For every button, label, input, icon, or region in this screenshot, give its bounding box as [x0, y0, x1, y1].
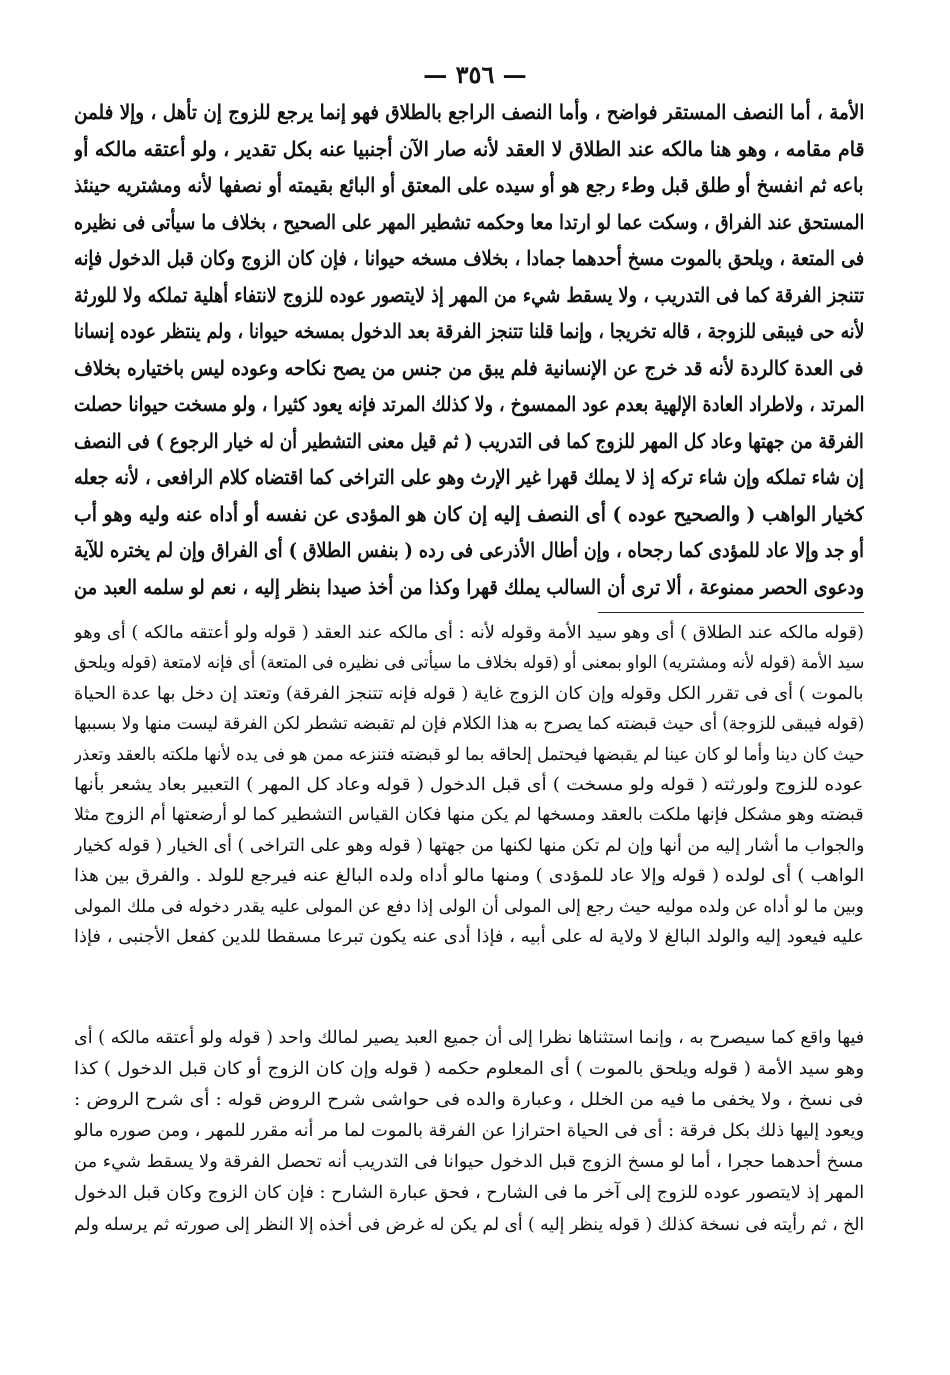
text-line: أو جد وإلا عاد للمؤدى كما رجحاه ، وإن أطال الأذرعى فى رده ( بنفس الطلاق ) أى الفراق وإن لم يختره للآية — [74, 538, 864, 562]
commentary-line: حيث كان دينا وأما لو كان عينا لم يقبضها فيحتمل إلحاقه بما لو قبضته فتنزعه ممن هو فى يده لأنها ملكته بالعقد وتعذر — [74, 744, 864, 765]
commentary-block-2 — [74, 1023, 864, 1241]
commentary-line: قبضته وهو مشكل فإنها ملكت بالعقد ومسخها لم يكن منها فكان القياس التشطير كما لو أرضعتها أم الزوج مثلا — [74, 805, 864, 826]
footnote-divider — [598, 612, 864, 613]
commentary-line: (قوله مالكه عند الطلاق ) أى وهو سيد الأمة وقوله لأنه : أى مالكه عند العقد ( قوله ولو أعتقه مالكه ) أى وهو — [74, 623, 864, 643]
commentary-line: مسخ أحدهما حجرا ، أما لو مسخ الزوج قبل الدخول حيوانا فى التدريب أنه تحصل الفرقة ولا يسقط شيء من — [74, 1152, 864, 1173]
commentary-line: ويعود إليها ذلك بكل فرقة : أى فى الحياة احترازا عن الفرقة بالموت لما مر أنه مقرر للمهر ، ومن صوره مالو — [74, 1121, 864, 1142]
text-line: فى العدة كالردة لأنه قد خرج عن الإنسانية فلم يبق من جنس من يصح نكاحه وعوده ليس باختياره بخلاف — [74, 355, 864, 380]
text-line: المستحق عند الفراق ، وسكت عما لو ارتدا معا وحكمه تشطير المهر على الصحيح ، بخلاف ما سيأتى فى نظيره — [74, 209, 864, 234]
commentary-line: فى نسخ ، ولا يخفى ما فيه من الخلل ، وعبارة والده فى حواشى شرح الروض قوله : أى شرح الروض : — [74, 1090, 864, 1111]
commentary-line: (قوله فيبقى للزوجة) أى حيث قبضته كما يصرح به هذا الكلام فإن لم تقبضه تشطر لكن الفرقة ليست منها ولا بسببها — [74, 714, 864, 735]
text-line: المرتد ، ولاطراد العادة الإلهية بعدم عود الممسوخ ، ولا كذلك المرتد فإنه يعود كثيرا ، ولو مسخت حيوانا حصلت — [74, 392, 864, 416]
main-text — [74, 94, 864, 605]
commentary-line: الخ ، ثم رأيته فى نسخة كذلك ( قوله ينظر إليه ) أى لم يكن له غرض فى أخذه إلا النظر إلى صورته ثم يرسله ولم — [74, 1214, 864, 1235]
commentary-line: وبين ما لو أداه عن ولده موليه حيث رجع إلى المولى أن الولى إذا دفع عن المولى عليه يقدر دخوله فى ملك المولى — [74, 896, 864, 917]
commentary-block-1 — [74, 618, 864, 952]
commentary-line: وهو سيد الأمة ( قوله ويلحق بالموت ) أى المعلوم حكمه ( قوله وإن كان الزوج أو كان قبل الدخول ) كذا — [74, 1059, 864, 1080]
text-line: لأنه حى فيبقى للزوجة ، قاله تخريجا ، وإنما قلنا تتنجز الفرقة بعد الدخول بمسخه حيوانا ، ولم ينتظر عوده إنسانا — [74, 319, 864, 343]
text-line: الأمة ، أما النصف المستقر فواضح ، وأما النصف الراجع بالطلاق فهو إنما يرجع للزوج إن تأهل ، وإلا فلمن — [74, 100, 864, 124]
text-line: كخيار الواهب ( والصحيح عوده ) أى النصف إليه إن كان هو المؤدى عن نفسه أو أداه عنه وليه وهو أب — [74, 501, 864, 526]
commentary-line: عوده للزوج ولورثته ( قوله ولو مسخت ) أى قبل الدخول ( قوله وعاد كل المهر ) التعبير بعاد يشعر بأنها — [74, 774, 864, 795]
text-line: فى المتعة ، ويلحق بالموت مسخ أحدهما جمادا ، بخلاف مسخه حيوانا ، فإن كان الزوج وكان قبل الدخول فإنه — [74, 246, 864, 270]
text-line: تتنجز الفرقة كما فى التدريب ، ولا يسقط شيء من المهر إذ لايتصور عوده للزوج لانتفاء أهلية تملكه ولا للورثة — [74, 282, 864, 307]
commentary-line: فيها واقع كما سيصرح به ، وإنما استثناها نظرا إلى أن جميع العبد يصير لمالك واحد ( قوله ولو أعتقه مالكه ) أى — [74, 1028, 864, 1048]
text-line: قام مقامه ، وهو هنا مالكه عند الطلاق لا العقد لأنه صار الآن أجنبيا عنه بكل تقدير ، ولو أعتقه مالكه أو — [74, 136, 864, 161]
page-number: — ٣٥٦ — — [423, 60, 527, 89]
text-line: إن شاء تملكه وإن شاء تركه إذ لا يملك قهرا غير الإرث وهو على التراخى كما اقتضاه كلام الرافعى ، لأنه جعله — [74, 465, 864, 489]
commentary-line: الواهب ) أى لولده ( قوله وإلا عاد للمؤدى ) ومنها مالو أداه ولده البالغ عنه فيرجع للولد . والفرق بين هذا — [74, 866, 864, 887]
commentary-line: سيد الأمة (قوله لأنه ومشتريه) الواو بمعنى أو (قوله بخلاف ما سيأتى فى نظيره فى المتعة) أى فإنه لامتعة (قوله ويلحق — [74, 653, 864, 674]
commentary-line: بالموت ) أى فى تقرر الكل وقوله وإن كان الزوج غاية ( قوله فإنه تتنجز الفرقة) وتعتد إن دخل بها عدة الحياة — [74, 683, 864, 704]
commentary-line: المهر إذ لايتصور عوده للزوج إلى آخر ما فى الشارح ، فحق عبارة الشارح : فإن كان الزوج وكان قبل الدخول — [74, 1183, 864, 1204]
text-line: الفرقة من جهتها وعاد كل المهر للزوج كما فى التدريب ( ثم قيل معنى التشطير أن له خيار الرجوع ) فى النصف — [74, 428, 864, 453]
text-line: ودعوى الحصر ممنوعة ، ألا ترى أن السالب يملك قهرا وكذا من أخذ صيدا بنظر إليه ، نعم لو سلمه العبد من — [74, 574, 864, 599]
commentary-line: والجواب ما أشار إليه من أنها وإن لم تكن منها لكنها من جهتها ( قوله وهو على التراخى ) أى الخيار ( قوله كخيار — [74, 835, 864, 856]
commentary-line: عليه فيعود إليه والولد البالغ لا ولاية له على أبيه ، فإذا أدى عنه يكون تبرعا مسقطا للدين كفعل الأجنبى ، فإذا — [74, 926, 864, 947]
text-line: باعه ثم انفسخ أو طلق قبل وطء رجع هو أو سيده على المعتق أو البائع بقيمته أو نصفها لأنه ومشتريه حينئذ — [74, 173, 864, 197]
